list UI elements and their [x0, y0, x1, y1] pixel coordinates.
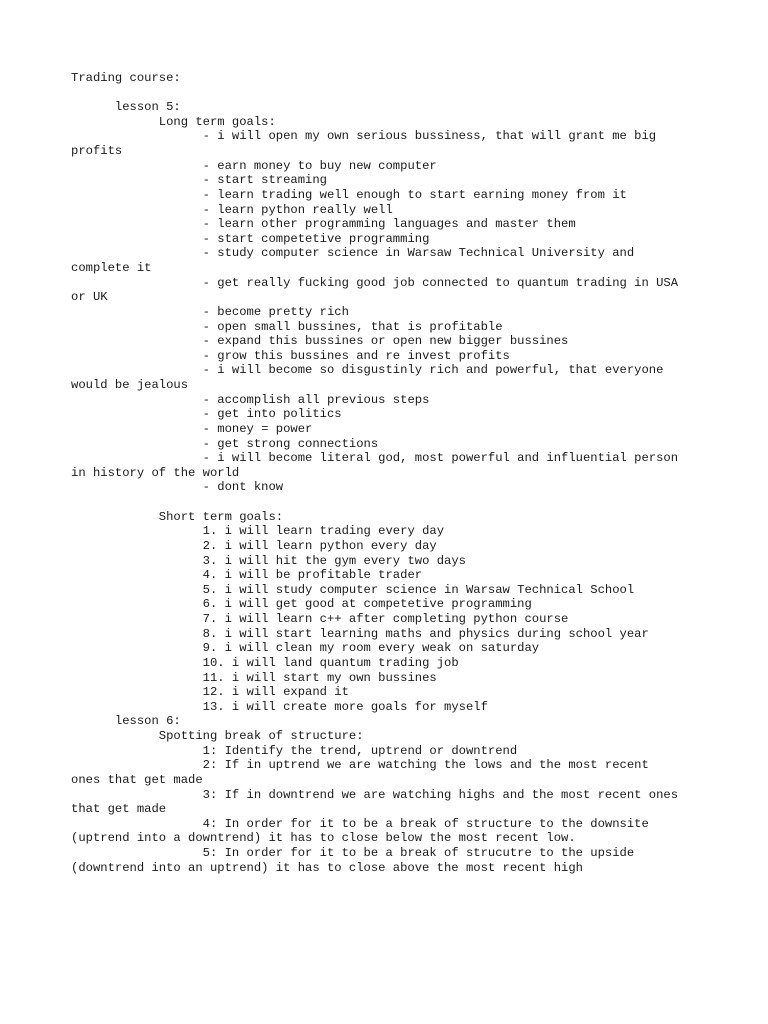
text-line: - money = power	[71, 421, 313, 436]
text-line: (uptrend into a downtrend) it has to close below the most recent low.	[71, 831, 576, 846]
text-line: - study computer science in Warsaw Technical University and	[71, 246, 635, 261]
text-line: Trading course:	[71, 71, 181, 85]
text-line: lesson 5:	[71, 100, 181, 115]
text-line: - i will open my own serious bussiness, that will grant me big	[71, 129, 657, 144]
text-line: - dont know	[71, 480, 284, 495]
text-line: 2: If in uptrend we are watching the lows and the most recent	[71, 758, 649, 773]
text-line: Short term goals:	[71, 509, 284, 524]
text-line: 5: In order for it to be a break of strucutre to the upside	[71, 846, 635, 861]
text-line: - start streaming	[71, 173, 327, 188]
text-line: 4. i will be profitable trader	[71, 568, 423, 583]
text-line: or UK	[71, 290, 108, 305]
text-line: 10. i will land quantum trading job	[71, 655, 459, 670]
text-line: 2. i will learn python every day	[71, 538, 437, 553]
text-line: 9. i will clean my room every weak on saturday	[71, 641, 540, 656]
text-line: in history of the world	[71, 465, 240, 480]
text-line: lesson 6:	[71, 714, 181, 729]
text-line: - grow this bussines and re invest profits	[71, 348, 510, 363]
text-line: 1. i will learn trading every day	[71, 524, 445, 539]
text-line: - i will become literal god, most powerful and influential person	[71, 451, 679, 466]
text-line: - learn other programming languages and master them	[71, 217, 576, 232]
text-line: Long term goals:	[71, 114, 276, 129]
text-line: - get really fucking good job connected to quantum trading in USA	[71, 275, 679, 290]
text-line: - expand this bussines or open new bigger bussines	[71, 334, 569, 349]
text-line: 13. i will create more goals for myself	[71, 699, 488, 714]
text-line: - i will become so disgustinly rich and powerful, that everyone	[71, 363, 664, 378]
text-line: profits	[71, 144, 123, 159]
text-line: 3: If in downtrend we are watching highs and the most recent ones	[71, 787, 679, 802]
text-line: - accomplish all previous steps	[71, 392, 430, 407]
text-line: that get made	[71, 802, 167, 817]
text-line: 4: In order for it to be a break of structure to the downsite	[71, 816, 649, 831]
text-line: - learn trading well enough to start earning money from it	[71, 187, 627, 202]
text-line: - open small bussines, that is profitable	[71, 319, 503, 334]
text-line: Spotting break of structure:	[71, 729, 364, 744]
text-line: complete it	[71, 261, 152, 276]
document-page	[71, 71, 701, 875]
text-line: - start competetive programming	[71, 231, 430, 246]
text-line	[71, 86, 701, 101]
text-line: 8. i will start learning maths and physics during school year	[71, 626, 649, 641]
text-line: 5. i will study computer science in Warsaw Technical School	[71, 582, 635, 597]
text-line: 12. i will expand it	[71, 685, 349, 700]
text-line	[71, 495, 701, 510]
text-line: - become pretty rich	[71, 304, 349, 319]
text-line: 3. i will hit the gym every two days	[71, 553, 466, 568]
text-line: ones that get made	[71, 772, 203, 787]
text-line: 7. i will learn c++ after completing python course	[71, 612, 569, 627]
text-line: - learn python really well	[71, 202, 393, 217]
text-line: 11. i will start my own bussines	[71, 670, 437, 685]
text-line: - earn money to buy new computer	[71, 158, 437, 173]
text-line: - get into politics	[71, 407, 342, 422]
text-line: would be jealous	[71, 378, 189, 393]
text-line: 1: Identify the trend, uptrend or downtrend	[71, 743, 518, 758]
text-line: (downtrend into an uptrend) it has to close above the most recent high	[71, 860, 583, 875]
text-line: - get strong connections	[71, 436, 379, 451]
text-line: 6. i will get good at competetive programming	[71, 597, 532, 612]
document-body	[71, 71, 701, 875]
